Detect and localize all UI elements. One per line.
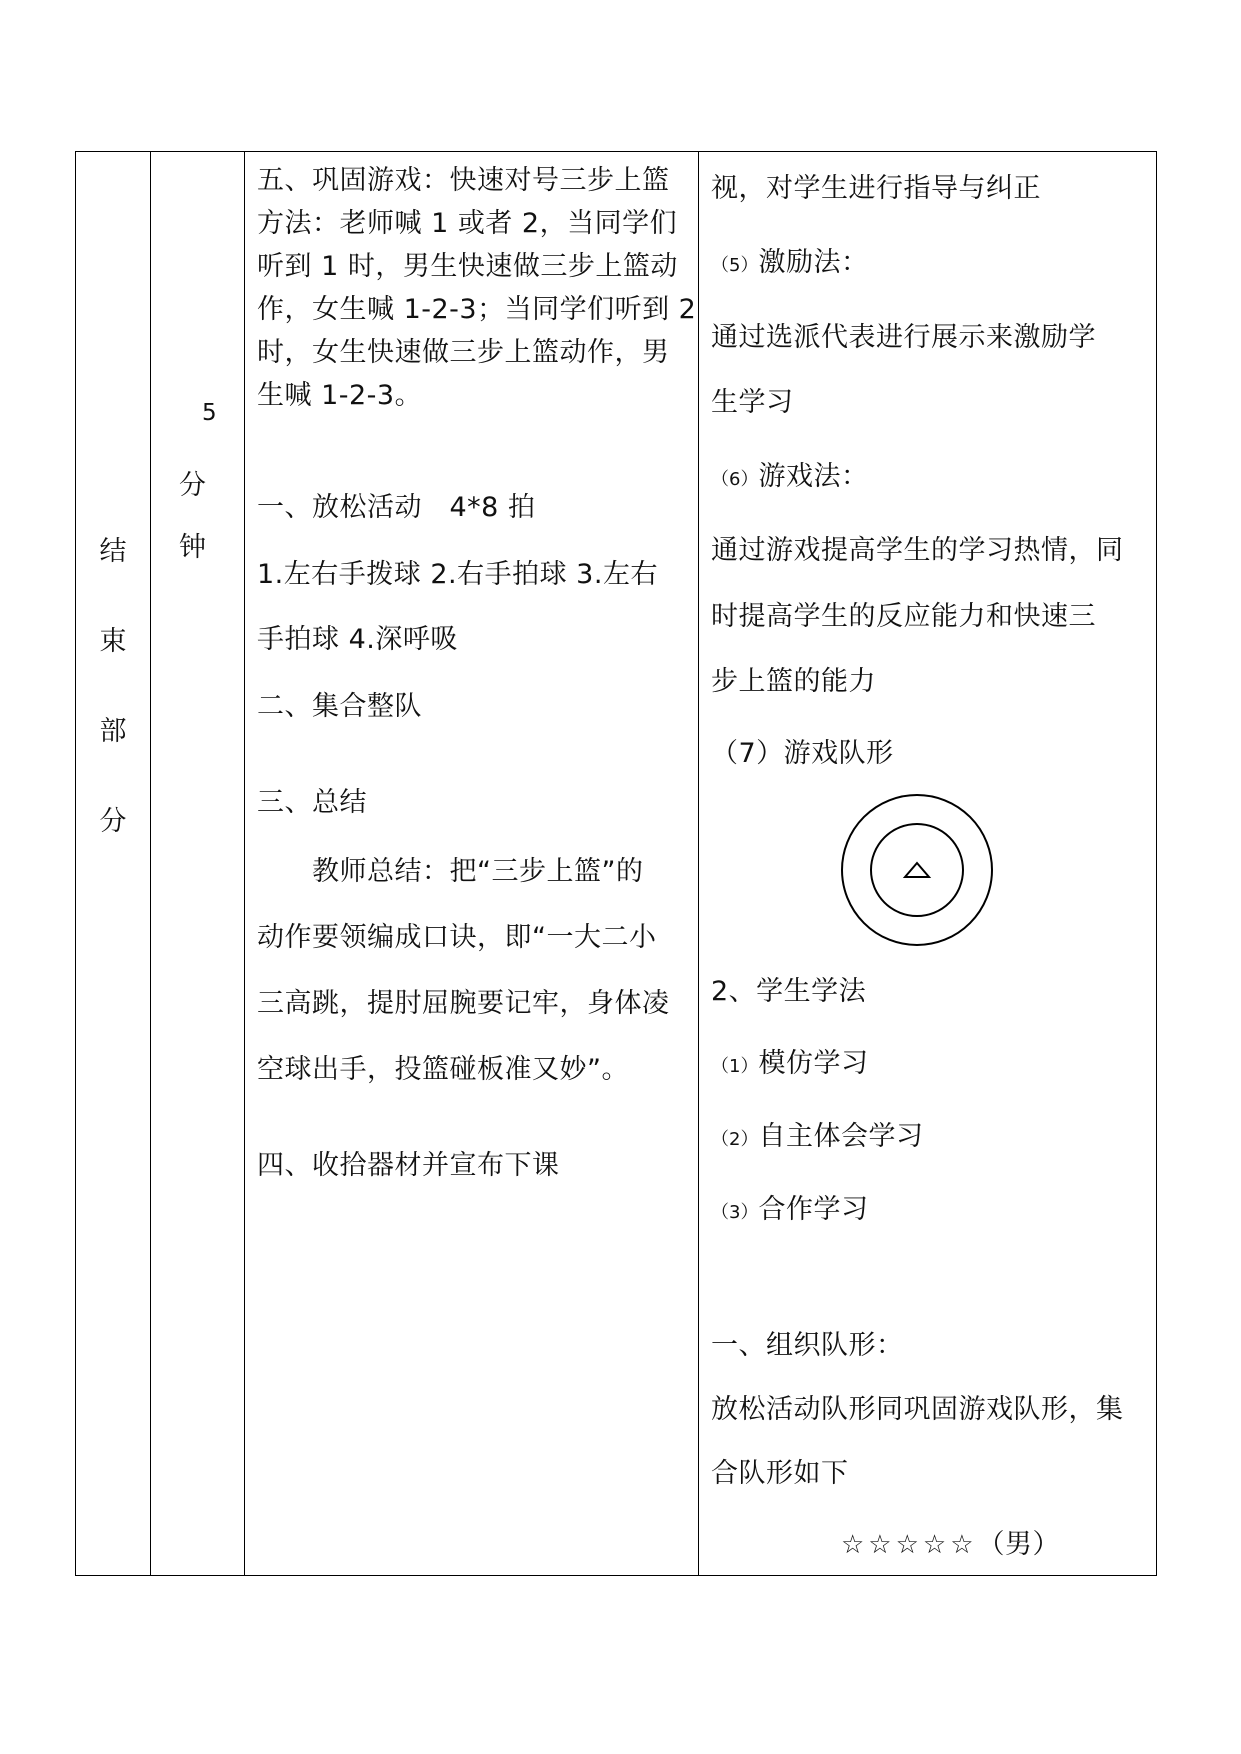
duration-number: 5 — [202, 400, 217, 426]
list-number: （3） — [711, 1202, 759, 1223]
content-line: 五、巩固游戏：快速对号三步上篮 — [257, 165, 670, 196]
method-line: 通过游戏提高学生的学习热情，同 — [711, 535, 1124, 566]
content-cell — [245, 152, 699, 1576]
inner-circle — [871, 824, 963, 916]
content-line: 听到 1 时，男生快速做三步上篮动 — [257, 251, 678, 282]
phase-char: 束 — [99, 626, 127, 657]
content-line: 1.左右手拨球 2.右手拍球 3.左右 — [257, 559, 658, 590]
method-list-item — [711, 1114, 923, 1153]
content-line: 二、集合整队 — [257, 691, 422, 722]
method-heading-number: （5） — [711, 255, 759, 276]
method-heading — [711, 454, 868, 493]
content-line: 四、收拾器材并宣布下课 — [257, 1150, 560, 1181]
phase-cell — [76, 152, 151, 1576]
method-line: 合队形如下 — [711, 1458, 849, 1489]
formation-label: （男） — [977, 1529, 1061, 1560]
content-line: 方法：老师喊 1 或者 2，当同学们 — [257, 208, 678, 239]
method-line: 通过选派代表进行展示来激励学 — [711, 322, 1096, 353]
list-number: （2） — [711, 1129, 759, 1150]
method-list-item — [711, 1041, 868, 1080]
method-list-item — [711, 1187, 868, 1226]
method-line: 时提高学生的反应能力和快速三 — [711, 601, 1096, 632]
content-line: 动作要领编成口诀，即“一大二小 — [257, 922, 657, 953]
teacher-triangle — [905, 863, 929, 877]
content-line: 三高跳，提肘屈腕要记牢，身体凌 — [257, 988, 670, 1019]
content-line: 教师总结：把“三步上篮”的 — [257, 856, 644, 887]
content-line: 时，女生快速做三步上篮动作，男 — [257, 337, 670, 368]
duration-unit-char: 分 — [179, 470, 206, 501]
duration-unit-char: 钟 — [179, 532, 206, 563]
list-text: 自主体会学习 — [758, 1121, 924, 1152]
method-heading-number: （6） — [711, 469, 759, 490]
method-heading — [711, 240, 868, 279]
method-heading: （7）游戏队形 — [711, 738, 894, 769]
list-text: 模仿学习 — [758, 1048, 869, 1079]
phase-char: 部 — [99, 716, 127, 747]
list-text: 合作学习 — [758, 1194, 869, 1225]
duration-cell — [151, 152, 245, 1576]
table-row — [76, 152, 1157, 1576]
content-line: 手拍球 4.深呼吸 — [257, 624, 458, 655]
content-line: 生喊 1-2-3。 — [257, 380, 423, 411]
phase-char: 分 — [99, 806, 127, 837]
star-icons: ☆☆☆☆☆ — [841, 1530, 978, 1560]
content-line: 一、放松活动 4*8 拍 — [257, 492, 536, 523]
formation-row — [841, 1522, 1060, 1561]
method-line: 步上篮的能力 — [711, 666, 876, 697]
method-heading: 一、组织队形： — [711, 1330, 904, 1361]
outer-circle — [842, 795, 992, 945]
method-heading-text: 游戏法： — [758, 461, 869, 492]
content-line: 三、总结 — [257, 787, 367, 818]
method-line: 放松活动队形同巩固游戏队形，集 — [711, 1394, 1124, 1425]
method-line: 生学习 — [711, 387, 794, 418]
list-number: （1） — [711, 1056, 759, 1077]
method-heading: 2、学生学法 — [711, 976, 867, 1007]
content-line: 空球出手，投篮碰板准又妙”。 — [257, 1054, 629, 1085]
method-heading-text: 激励法： — [758, 247, 869, 278]
lesson-plan-table — [75, 151, 1157, 1576]
triangle-in-concentric-circles-icon — [839, 792, 995, 948]
phase-char: 结 — [99, 536, 127, 567]
method-cell — [699, 152, 1157, 1576]
method-line: 视，对学生进行指导与纠正 — [711, 173, 1041, 204]
content-line: 作，女生喊 1-2-3；当同学们听到 2 — [257, 294, 697, 325]
